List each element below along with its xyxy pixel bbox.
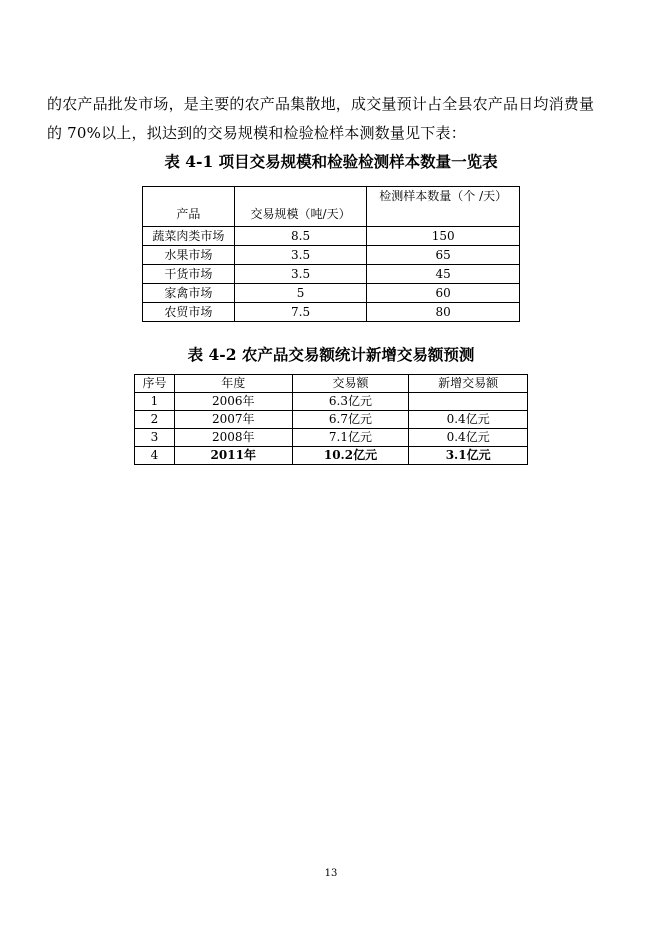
cell-trade-amount: 7.1亿元 bbox=[292, 429, 409, 447]
cell-sample-count: 150 bbox=[367, 227, 520, 246]
cell-index: 4 bbox=[135, 447, 175, 465]
cell-sample-count: 80 bbox=[367, 303, 520, 322]
cell-index: 2 bbox=[135, 411, 175, 429]
cell-trade-amount: 6.7亿元 bbox=[292, 411, 409, 429]
table-row bbox=[143, 265, 520, 284]
cell-product: 农贸市场 bbox=[143, 303, 235, 322]
cell-trade-amount: 6.3亿元 bbox=[292, 393, 409, 411]
cell-year: 2008年 bbox=[174, 429, 292, 447]
cell-trade-amount: 10.2亿元 bbox=[292, 447, 409, 465]
table-row bbox=[135, 411, 528, 429]
cell-trade-scale: 3.5 bbox=[234, 265, 367, 284]
table-1-caption: 表 4-1 项目交易规模和检验检测样本数量一览表 bbox=[164, 152, 498, 171]
cell-index: 1 bbox=[135, 393, 175, 411]
header-index: 序号 bbox=[135, 375, 175, 393]
table-row bbox=[143, 303, 520, 322]
cell-trade-scale: 7.5 bbox=[234, 303, 367, 322]
cell-product: 蔬菜肉类市场 bbox=[143, 227, 235, 246]
cell-new-trade-amount bbox=[409, 393, 528, 411]
cell-sample-count: 65 bbox=[367, 246, 520, 265]
cell-year: 2006年 bbox=[174, 393, 292, 411]
cell-product: 水果市场 bbox=[143, 246, 235, 265]
cell-new-trade-amount: 3.1亿元 bbox=[409, 447, 528, 465]
table-row bbox=[135, 393, 528, 411]
cell-sample-count: 45 bbox=[367, 265, 520, 284]
table-header-row bbox=[143, 187, 520, 227]
table-1-trade-scale bbox=[142, 186, 520, 322]
table-row bbox=[143, 284, 520, 303]
table-row bbox=[135, 447, 528, 465]
cell-year: 2011年 bbox=[174, 447, 292, 465]
table-row bbox=[143, 246, 520, 265]
header-new-trade-amount: 新增交易额 bbox=[409, 375, 528, 393]
cell-product: 干货市场 bbox=[143, 265, 235, 284]
cell-trade-scale: 5 bbox=[234, 284, 367, 303]
table-2-caption: 表 4-2 农产品交易额统计新增交易额预测 bbox=[187, 345, 475, 364]
body-text-line-1: 的农产品批发市场，是主要的农产品集散地，成交量预计占全县农产品日均消费量 bbox=[47, 95, 595, 113]
page-number: 13 bbox=[324, 868, 338, 879]
header-trade-amount: 交易额 bbox=[292, 375, 409, 393]
cell-new-trade-amount: 0.4亿元 bbox=[409, 411, 528, 429]
header-trade-scale: 交易规模（吨/天） bbox=[234, 187, 367, 227]
cell-product: 家禽市场 bbox=[143, 284, 235, 303]
header-sample-count: 检测样本数量（个 /天） bbox=[367, 187, 520, 227]
cell-trade-scale: 3.5 bbox=[234, 246, 367, 265]
cell-index: 3 bbox=[135, 429, 175, 447]
cell-year: 2007年 bbox=[174, 411, 292, 429]
cell-trade-scale: 8.5 bbox=[234, 227, 367, 246]
table-2-trade-volume bbox=[134, 374, 528, 465]
table-row bbox=[143, 227, 520, 246]
table-row bbox=[135, 429, 528, 447]
cell-new-trade-amount: 0.4亿元 bbox=[409, 429, 528, 447]
header-year: 年度 bbox=[174, 375, 292, 393]
body-text-line-2: 的 70%以上，拟达到的交易规模和检验检样本测数量见下表： bbox=[47, 124, 466, 142]
header-product: 产品 bbox=[143, 187, 235, 227]
cell-sample-count: 60 bbox=[367, 284, 520, 303]
table-header-row bbox=[135, 375, 528, 393]
